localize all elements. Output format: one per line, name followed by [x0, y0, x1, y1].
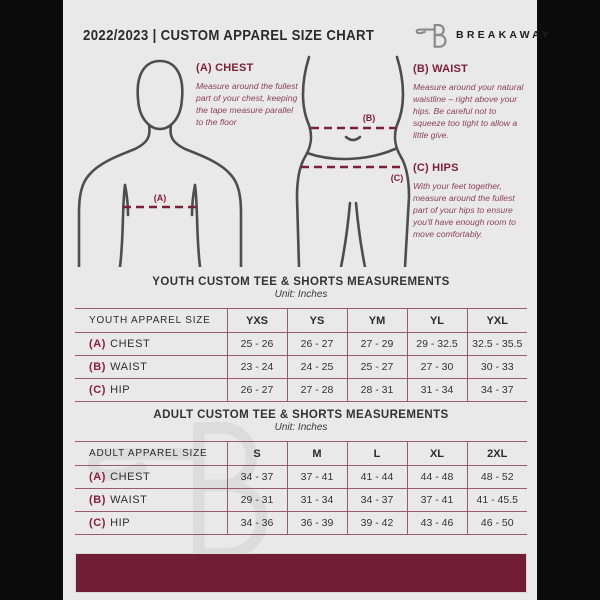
table-cell: 39 - 42 [347, 512, 407, 535]
table-row [75, 489, 527, 512]
hips-body-text: With your feet together, measure around the fullest part of your hips to ensure you'll have enough room to move comfortably. [413, 181, 516, 240]
row-label [75, 379, 227, 402]
table-cell: 31 - 34 [407, 379, 467, 402]
table-cell: 27 - 30 [407, 356, 467, 379]
column-header: XL [407, 442, 467, 466]
table-row [75, 466, 527, 489]
adult-header-row [75, 442, 527, 466]
table-cell: 41 - 45.5 [467, 489, 527, 512]
table-cell: 36 - 39 [287, 512, 347, 535]
table-cell: 24 - 25 [287, 356, 347, 379]
youth-section [75, 276, 527, 402]
row-label [75, 489, 227, 512]
adult-size-table [75, 441, 527, 535]
row-marker: (A) [89, 338, 107, 350]
hips-heading: (C) HIPS [413, 162, 459, 174]
table-cell: 37 - 41 [407, 489, 467, 512]
table-cell: 29 - 31 [227, 489, 287, 512]
table-cell: 26 - 27 [227, 379, 287, 402]
table-cell: 34 - 37 [467, 379, 527, 402]
table-cell: 44 - 48 [407, 466, 467, 489]
table-cell: 34 - 36 [227, 512, 287, 535]
table-cell: 31 - 34 [287, 489, 347, 512]
adult-section-title: ADULT CUSTOM TEE & SHORTS MEASUREMENTS [153, 409, 449, 421]
table-cell: 41 - 44 [347, 466, 407, 489]
table-cell: 25 - 26 [227, 333, 287, 356]
footer-accent-bar [75, 553, 527, 593]
table-cell: 34 - 37 [347, 489, 407, 512]
row-label-text: WAIST [110, 361, 148, 373]
row-label [75, 512, 227, 535]
table-cell: 32.5 - 35.5 [467, 333, 527, 356]
chest-marker-label: (A) [153, 193, 167, 203]
page-title: 2022/2023 | CUSTOM APPAREL SIZE CHART [83, 26, 375, 44]
table-cell: 43 - 46 [407, 512, 467, 535]
breakaway-logo-icon [414, 20, 450, 50]
row-label-text: CHEST [110, 471, 151, 483]
row-label-text: HIP [110, 384, 131, 396]
row-marker: (B) [89, 494, 107, 506]
row-marker: (C) [89, 517, 107, 529]
table-cell: 28 - 31 [347, 379, 407, 402]
row-marker: (A) [89, 471, 107, 483]
row-marker: (C) [89, 384, 107, 396]
column-header: 2XL [467, 442, 527, 466]
table-cell: 25 - 27 [347, 356, 407, 379]
brand-lockup [414, 20, 552, 50]
chest-heading: (A) CHEST [196, 62, 254, 74]
waist-heading: (B) WAIST [413, 63, 468, 75]
waist-marker-label: (B) [362, 113, 376, 123]
row-label [75, 466, 227, 489]
row-label-text: HIP [110, 517, 131, 529]
column-header: S [227, 442, 287, 466]
row-label [75, 333, 227, 356]
column-header: L [347, 442, 407, 466]
table-cell: 27 - 28 [287, 379, 347, 402]
row-marker: (B) [89, 361, 107, 373]
table-cell: 27 - 29 [347, 333, 407, 356]
table-cell: 26 - 27 [287, 333, 347, 356]
youth-unit-label: Unit: Inches [274, 289, 328, 300]
brand-name: BREAKAWAY [456, 29, 553, 41]
column-header: YOUTH APPAREL SIZE [89, 315, 211, 326]
lower-body-figure [293, 55, 413, 267]
table-cell: 29 - 32.5 [407, 333, 467, 356]
row-label-text: CHEST [110, 338, 151, 350]
youth-section-title: YOUTH CUSTOM TEE & SHORTS MEASUREMENTS [152, 276, 450, 288]
row-label-text: WAIST [110, 494, 148, 506]
waist-instructions [413, 63, 529, 141]
table-cell: 48 - 52 [467, 466, 527, 489]
column-header: YM [347, 309, 407, 333]
table-cell: 30 - 33 [467, 356, 527, 379]
table-row [75, 356, 527, 379]
table-row [75, 512, 527, 535]
column-header: M [287, 442, 347, 466]
column-header: ADULT APPAREL SIZE [89, 448, 208, 459]
adult-section [75, 409, 527, 535]
waist-body-text: Measure around your natural waistline – right above your hips. Be careful not to squeeze too tight to allow a little give. [413, 82, 524, 141]
adult-unit-label: Unit: Inches [274, 422, 328, 433]
youth-header-row [75, 309, 527, 333]
table-row [75, 379, 527, 402]
chest-body-text: Measure around the fullest part of your chest, keeping the tape measure parallel to the floor [196, 81, 298, 128]
row-label [75, 356, 227, 379]
column-header: YS [287, 309, 347, 333]
table-cell: 46 - 50 [467, 512, 527, 535]
size-chart-document [63, 0, 553, 600]
chest-instructions [196, 62, 300, 128]
table-cell: 34 - 37 [227, 466, 287, 489]
youth-size-table [75, 308, 527, 402]
hips-instructions [413, 162, 531, 240]
hip-marker-label: (C) [390, 173, 404, 183]
table-cell: 37 - 41 [287, 466, 347, 489]
table-row [75, 333, 527, 356]
document-header [83, 20, 553, 50]
column-header: YXS [227, 309, 287, 333]
column-header: YXL [467, 309, 527, 333]
table-cell: 23 - 24 [227, 356, 287, 379]
column-header: YL [407, 309, 467, 333]
